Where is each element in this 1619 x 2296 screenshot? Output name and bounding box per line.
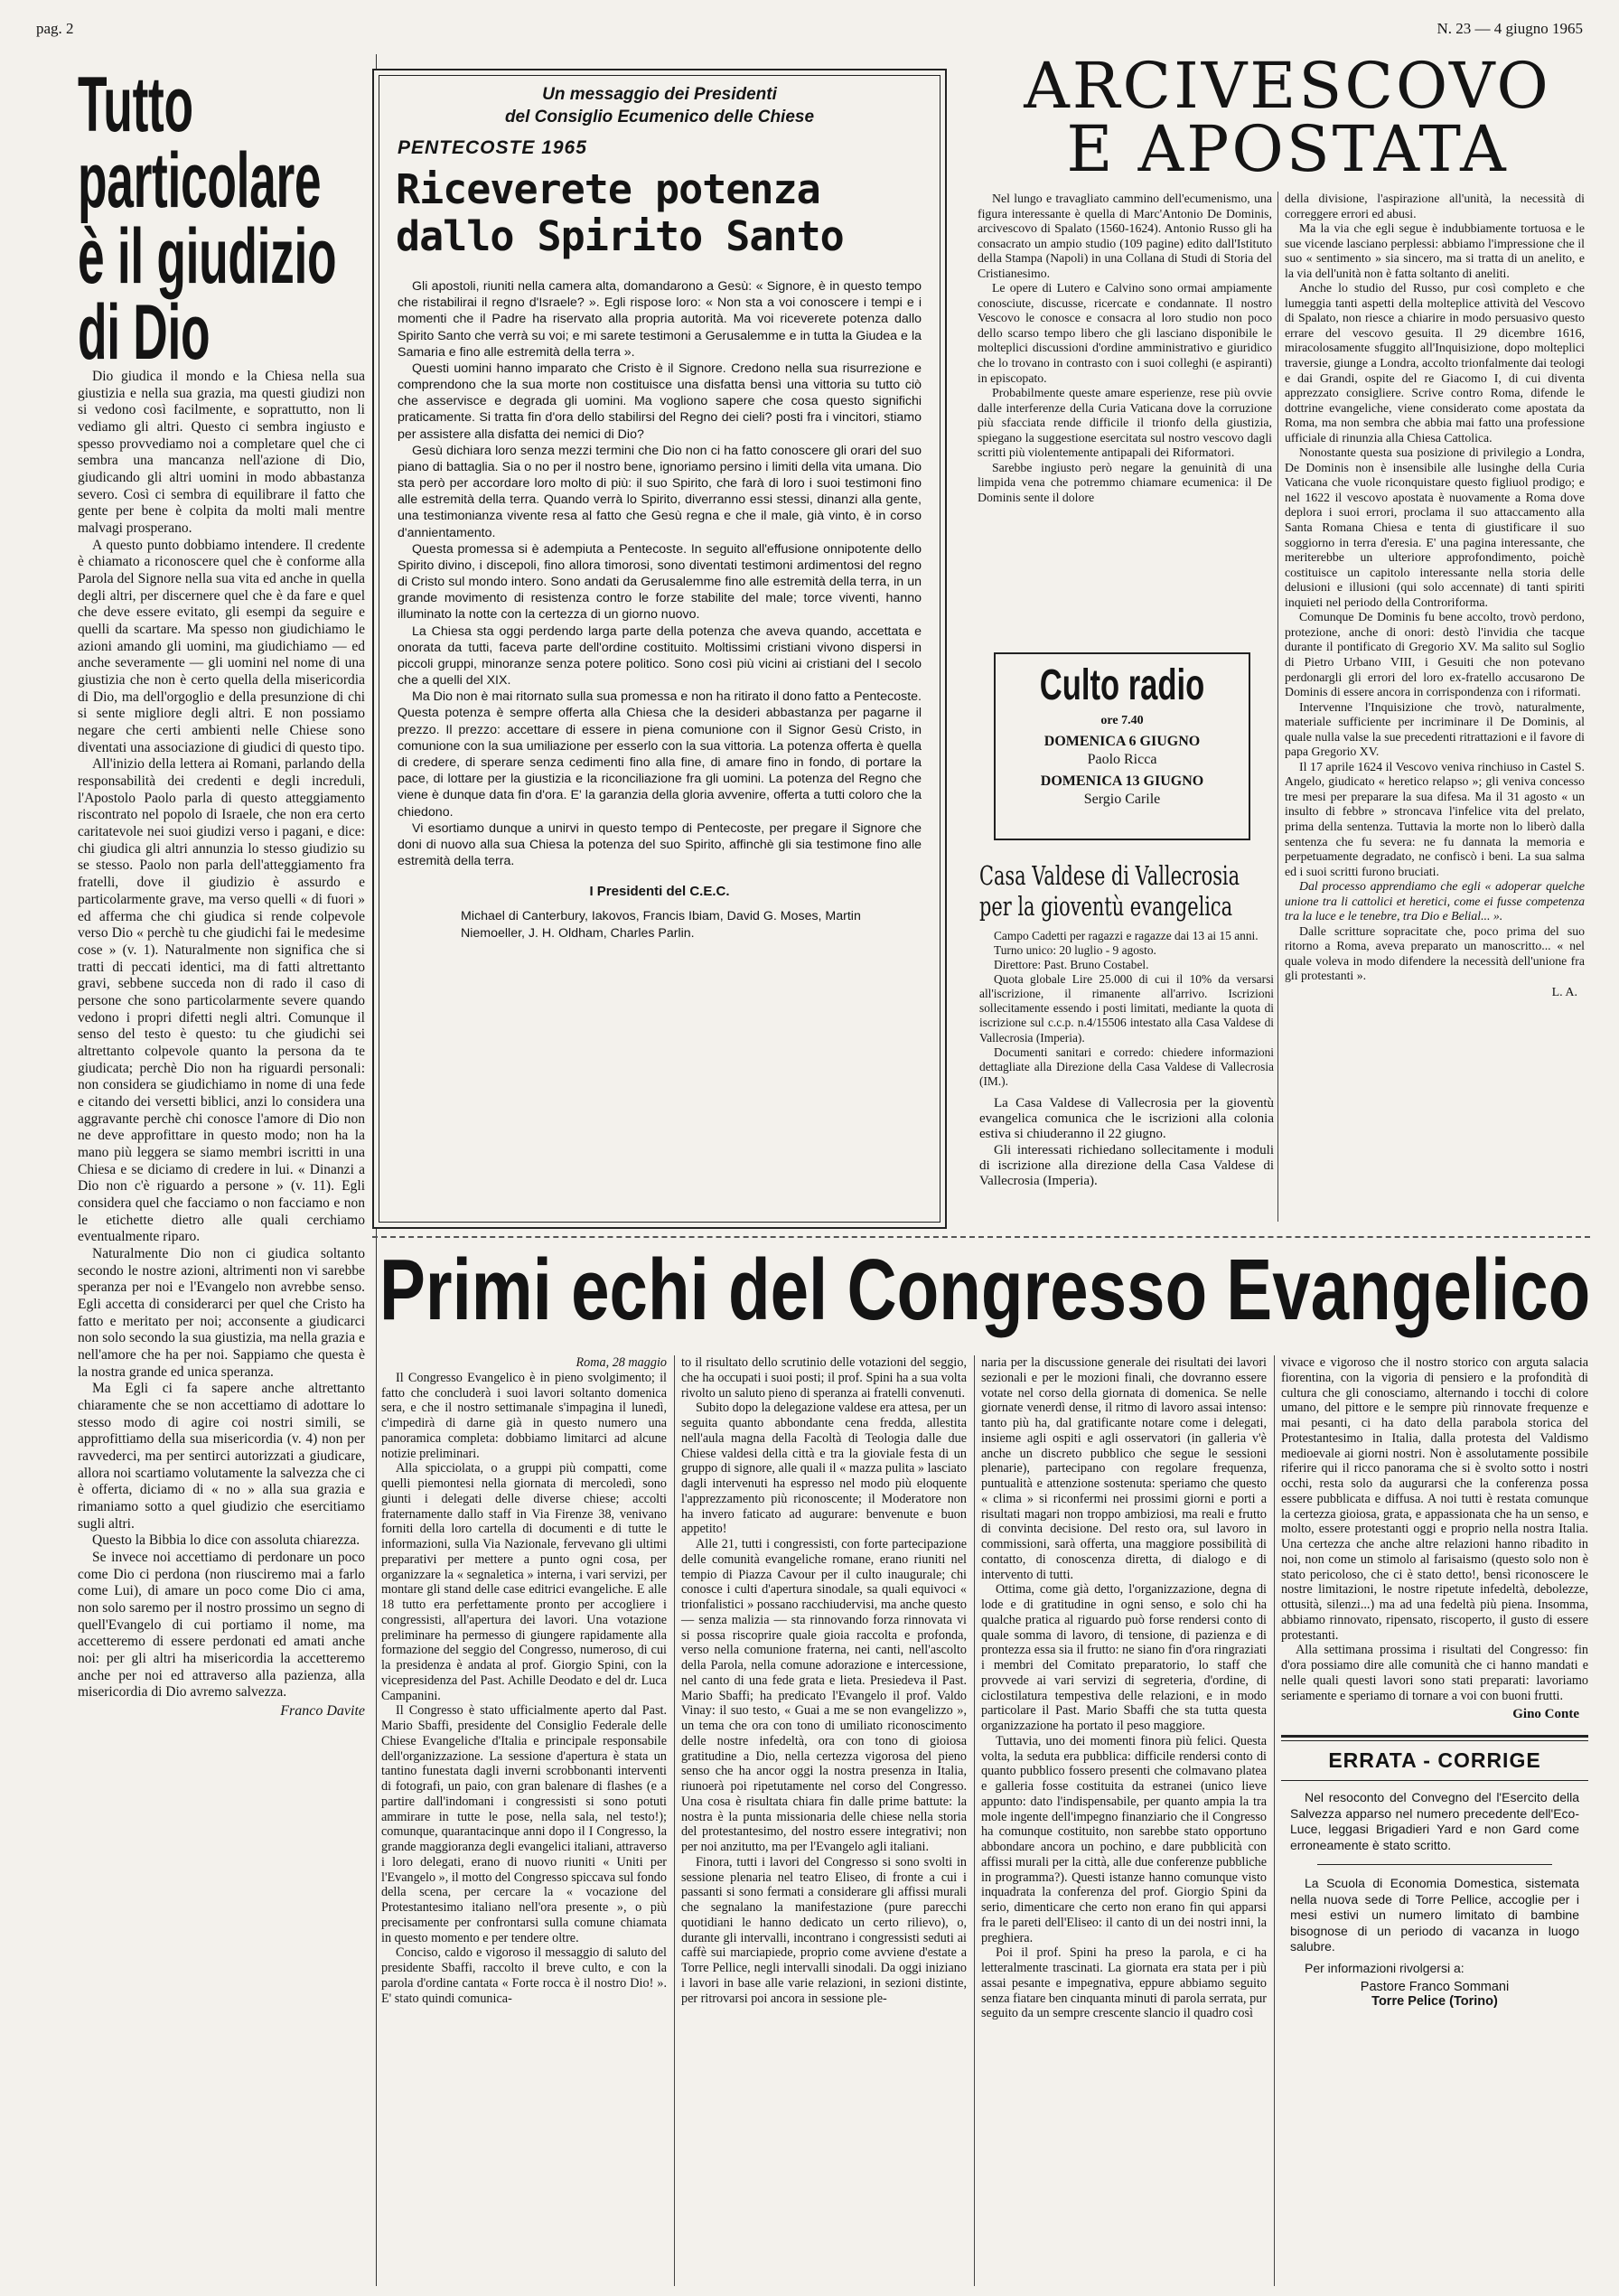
congress-paragraph: Finora, tutti i lavori del Congresso si sono svolti in sessione plenaria nel teatro Eliseo, di fronte a cui i passanti si sono fermati a considerare gli affissi murali che segnalano la manifestazione (pure parecchi quotidiani le hanno dedicato un certo rilievo), o, durante gli intervalli, incontrano i congressisti seduti ai caffè sui marciapiede, proprio come avviene d'estate a Torre Pellice, negli intervalli sinodali. Da oggi iniziano i lavori in base alle varie relazioni, in sezioni distinte, per ritrovarsi poi ancora in sessione ple- — [681, 1854, 967, 2006]
vallecrosia-paragraph: Campo Cadetti per ragazzi e ragazze dai 13 ai 15 anni. — [994, 929, 1259, 942]
congress-paragraph: Subito dopo la delegazione valdese era attesa, per un seguita quanto abbondante cena fredda, allestita nell'aula magna della Facoltà di Teologia dalle due Chiese valdesi della città e tra la gioviale festa di un gruppo di signore, alle quali il « mazza pulita » lasciato dagli intervenuti ha espresso nel modo più eloquente l'apprezzamento più riconoscente; il Moderatore non ha invero faticato ad augurare: benvenute e buon appetito! — [681, 1401, 967, 1537]
pentecost-kicker: PENTECOSTE 1965 — [398, 137, 587, 158]
left-title-line: particolare — [78, 137, 322, 224]
pentecost-title: Riceverete potenza — [396, 165, 820, 213]
scuola-contact-name: Pastore Franco Sommani — [1360, 1980, 1510, 1995]
left-signature: Franco Davite — [280, 1703, 365, 1720]
pentecost-paragraph: Ma Dio non è mai ritornato sulla sua promessa e non ha ritirato il dono fatto a Pentecoste. Questa potenza è sempre offerta alla Chiesa che la desideri abbastanza per pagarne il prezzo. Il prezzo: accettare di essere in piena comunione con il Signor Gesù Cristo, in comunione con la sua umiliazione per esserlo con la sua vittoria. La potenza offerta è quella di credere, di sperare senza cedimenti fino alla fine, di amare fino in fondo, di portare la pace, di lottare per la giustizia e la riconciliazione fra gli uomini. La potenza del Regno che viene è dunque data fin d'ora. E' la garanzia della gloria avvenire, offerta a tutti coloro che la chiedono. — [398, 689, 922, 820]
vallecrosia-paragraph: La Casa Valdese di Vallecrosia per la gioventù evangelica comunica che le iscrizioni alla colonia estiva si chiuderanno il 22 giugno. — [979, 1095, 1274, 1142]
column-divider — [974, 1355, 975, 2286]
left-article-title — [78, 61, 367, 376]
radio-speaker: Sergio Carile — [1083, 792, 1161, 807]
congress-paragraph: Alla spicciolata, o a gruppi più compatti, come quelli piemontesi nella giornata di mercoledì, sono giunti i delegati delle diverse chiese; accolti fraternamente dallo staff in Via Firenze 38, venivano forniti della loro cartella di documenti e di tutte le informazioni, sulla Via Nazionale, fervevano gli ultimi preparativi per mettere a punto ogni cosa, per organizzare la « segnaletica » interna, i vari servizi, per montare gli stand delle case editrici evangeliche. E alle 18 tutto era perfettamente pronto per accogliere i congressisti, all'apertura dei lavori. Una votazione preliminare ha permesso di giungere rapidamente alla formazione del seggio del Congresso, numeroso, di cui la presidenza è andata al prof. Giorgio Spini, con la vicepresidenza del Past. Achille Deodato e del dr. Luca Campanini. — [381, 1461, 667, 1703]
congress-paragraph: vivace e vigoroso che il nostro storico con arguta salacia fiorentina, con la vigoria di pensiero e la profondità di cultura che gli conosciamo, alternando i tocchi di colore umano, del pittore e le sempre più rinnovate frequenze e mai pesanti, ci ha dato della parabola storica del Protestantesimo in Italia, dalla protesta del Valdismo medioevale ai giorni nostri. Non è assolutamente possibile riferire qui il ricco panorama che si è svolto sotto i nostri occhi, resta solo da augurarsi che la conferenza possa essere pubblicata e diffusa. A noi tutti è restata comunque la certezza gioiosa, grata, e appassionata che ha un senso, e molto, essere protestanti oggi e proprio nella nostra Italia. Una certezza che anche altre relazioni hanno ribadito in noi, non come un stimolo al farisaismo (questo solo non è stato pericoloso, che ci è stato detto!, bensì riconoscere le nostre limitazioni, le nostre ripetute infedeltà, debolezze, ottusità, silenzi...) ma ad una fedeltà più piena. Insomma, abbiamo rinnovato, ripensato, riscoperto, il gusto di essere protestanti. — [1281, 1355, 1588, 1643]
right-title-line: E APOSTATA — [1066, 112, 1509, 186]
right-paragraph: Ma la via che egli segue è indubbiamente tortuosa e le sue vicende lasciano perplessi: abbiamo l'impressione che il suo « sentimento » sia sincero, ma si tratta di un anelito, e la via dell'unità non è fatta soltanto di aneliti. — [1285, 221, 1585, 280]
right-paragraph: Probabilmente queste amare esperienze, rese più ovvie dalle interferenze della Curia Vaticana dove la corruzione più sfacciata rende difficile il trionfo della giustizia, spiegano la suggestione esercitata sul nostro vescovo dagli scritti più violentemente antipapali dei Riformatori. — [978, 386, 1272, 460]
scuola-paragraph: La Scuola di Economia Domestica, sistemata nella nuova sede di Torre Pellice, accoglie per i mesi estivi un numero limitato di bambine bisognose di un periodo di vacanza in luogo salubre. — [1290, 1876, 1579, 1954]
left-paragraph: Ma Egli ci fa sapere anche altrettanto chiaramente che se non accettiamo di adottare lo stesso modo di agire coi nostri simili, se approfittiamo della sua misericordia (v. 4) non per ravvederci, ma per sentirci autorizzati a giudicare, allora noi scartiamo volutamente la salvezza che ci è offerta, diciamo di « no » alla sua grazia e rimaniamo sotto a quel giudizio che esercitiamo sugli altri. — [78, 1381, 365, 1532]
left-paragraph: All'inizio della lettera ai Romani, parlando della responsabilità dei credenti e degli increduli, l'Apostolo Paolo parla di questo atteggiamento riscontrato nel popolo di Israele, che non era certo caritatevole nei suoi giudizi verso i pagani, e dice: chi giudica gli altri annunzia lo stesso giudizio su se stesso. Paolo non parla dell'atteggiamento fra fratelli, dove il giudizio è assurdo e particolarmente grave, ma verso quelli « di fuori » ed afferma che chi giudica si rende colpevole verso Dio « perchè tu che giudichi fai le medesime cose » (v. 1). Naturalmente non significa che si tratti di peccati identici, ma di fatti altrettanto gravi, sebbene succeda non di rado il caso di persone che sono particolarmente severe quando vedono i propri difetti negli altri. Comunque il senso del testo è questo: tu che giudichi sei altrettanto colpevole quanto la persona da te giudicata; perchè Dio non ha riguardi personali: non considera se giudichiamo in nome di una fede e citando dei versetti biblici, anzi lo considera una aggravante perchè chi conosce l'amore di Dio non ne deve approfittare in questo modo; non ha la mano più leggera se siamo membri iscritti in una Chiesa e se diciamo di credere in lui. « Dinanzi a Dio non c'è riguardo a persone » (v. 11). Egli considera quel che facciamo o non facciamo e non le etichette dietro alle quali cerchiamo eventualmente riparo. — [78, 756, 365, 1245]
right-article-col1 — [978, 192, 1272, 505]
left-paragraph: Naturalmente Dio non ci giudica soltanto secondo le nostre azioni, altrimenti non vi sarebbe speranza per noi e l'Evangelo non avrebbe senso. Egli accetta di considerarci per quel che Cristo ha fatto e meritato per noi; acconsente a giudicarci non solo secondo la sua giustizia, ma nella grazia e nell'amore che ha per noi. Sappiamo che questa è la nostra grande ed unica speranza. — [78, 1245, 365, 1380]
right-paragraph: Comunque De Dominis fu bene accolto, trovò perdono, protezione, anche di onori: destò l'invidia che tacque durante il pontificato di Gregorio XV. Ma salito sul Soglio di Pietro Urbano VIII, i Gesuiti che non potevano perdonargli gli errori del loro ex-fratello accusarono De Dominis di essere ancora in corrispondenza con i riformati. — [1285, 610, 1585, 699]
congress-col2 — [681, 1355, 967, 2006]
section-divider — [372, 1236, 1590, 1238]
right-paragraph: Il 17 aprile 1624 il Vescovo veniva rinchiuso in Castel S. Angelo, giudicato « heretico relapso »; gli veniva concesso tre mesi per preparare la sua difesa. Ma il 31 agosto « un insulto di febbre » stroncava l'infelice vita del prelato, prima della sentenza. Tuttavia la morte non lo liberò dalla sentenza che fu severa: ne fu dannata la memoria e perpetuamente degradato, ne confiscò i beni. La sua salma ed i suoi scritti furono bruciati. — [1285, 759, 1585, 878]
left-paragraph: Se invece noi accettiamo di perdonare un poco come Dio ci perdona (non riusciremo mai a farlo come Lui), di amare un poco come Dio ci ama, non solo saremo per il nostro prossimo un segno di quell'Evangelo di cui portiamo il nome, ma accetteremo di essere perdonati ed amati anche noi: per gli altri ha misericordia la accetteremo anche per noi ed attraverso alla pazienza, alla misericordia di Dio avremo salvezza. — [78, 1550, 365, 1701]
right-paragraph: Nonostante questa sua posizione di privilegio a Londra, De Dominis non è insensibile alle lusinghe della Curia Vaticana che vuole riconquistare questo figliuol prodigo; e nel 1622 il vescovo apostata è nuovamente a Roma dove deplora i suoi errori, proclama il suo attaccamento alla Santa Romana Chiesa e tenta di giustificare il suo soggiorno in terra d'eresia. E' una pagina interessante, che meriterebbe un ulteriore approfondimento, poichè costituisce un capitolo interessante nella storia delle delusioni e illusioni (qui solo accennate) di tanti spiriti inquieti nel periodo della Controriforma. — [1285, 445, 1585, 609]
congress-signature: Gino Conte — [1512, 1707, 1579, 1722]
right-title-line: ARCIVESCOVO — [1024, 49, 1551, 123]
pentecost-subhead: Un messaggio dei Presidenti — [542, 85, 777, 104]
column-divider — [674, 1355, 675, 2286]
right-paragraph: Nel lungo e travagliato cammino dell'ecumenismo, una figura interessante è quella di Marc'Antonio De Dominis, arcivescovo di Spalato (1560-1624). Antonio Russo gli ha consacrato un ampio studio (109 pagine) edito dall'Istituto della Stampa (Napoli) in una Collana di Studi di Storia del Cristianesimo. — [978, 192, 1272, 280]
errata-title: ERRATA - CORRIGE — [1328, 1748, 1541, 1773]
congress-paragraph: Il Congresso Evangelico è in pieno svolgimento; il fatto che concluderà i suoi lavori soltanto domenica sera, e che il nostro settimanale s'impagina il lunedì, c'impedirà di darne già in questo numero una panoramica completa: dobbiamo limitarci ad alcune notizie preliminari. — [381, 1370, 667, 1461]
congress-paragraph: Ottima, come già detto, l'organizzazione, degna di lode e di gratitudine in ogni senso, e solo chi ha qualche pratica al riguardo può forse rendersi conto di quale somma di lavoro, di tensione, di pazienza e di prontezza essa sia il frutto: ne siano fin d'ora ringraziati i membri del Comitato preparatorio, lo staff che provvede ai vari servizi di segreteria, d'ordine, di ciclostilatura tempestiva delle relazioni, e in modo particolare il Past. Mario Sbaffi che sta tutta questa organizzazione ha portato il peso maggiore. — [981, 1582, 1267, 1733]
right-paragraph: Dalle scritture sopracitate che, poco prima del suo ritorno a Roma, aveva preparato un manoscritto... « nel quale voleva in modo difendere la necessità dell'unione fra gli protestanti ». — [1285, 923, 1585, 983]
left-article-body — [78, 369, 365, 1720]
pentecost-paragraph: Questi uomini hanno imparato che Cristo è il Signore. Credono nella sua risurrezione e comprendono che la sua morte non costituisce una disfatta bensì una vittoria su tutto ciò che asservisce e degrada gli uomini. Ma vogliono sapere che cosa questo significhi praticamente. Si tratta fin d'ora dello stabilirsi del Regno dei cieli? posti fra i vincitori, stiamo per assistere alla disfatta dei nemici di Dio? — [398, 361, 922, 442]
column-divider — [1277, 192, 1278, 1222]
radio-time: ore 7.40 — [1100, 714, 1144, 727]
right-article-col2 — [1285, 192, 1585, 1000]
page-number: pag. 2 — [36, 20, 74, 37]
pentecost-box — [372, 69, 947, 1229]
issue-label: N. 23 — 4 giugno 1965 — [1437, 20, 1583, 37]
congress-paragraph: Il Congresso è stato ufficialmente aperto dal Past. Mario Sbaffi, presidente del Consiglio Federale delle Chiese Evangeliche d'Italia e principale responsabile dell'organizzazione. La sessione d'apertura è stata un tantino funestata dagli inverni scrobbonanti interventi di fotografi, un paio, con gran balenare di flashes (e a partire dall'indomani i congressisti si sono potuti ammirare in tutte le pose, nella sala, nel testo!); comunque, quarantacinque anni dopo il I Congresso, la grande maggioranza degli evangelici italiani, attraverso i loro delegati, erano di nuovo riuniti « Uniti per l'Evangelo », il motto del Congresso spiccava sul fondo della scena, per cercare la « vocazione del Protestantesimo italiano nell'ora presente », o più precisamente per confrontarsi sulla comune chiamata in questo momento e per tendere oltre. — [381, 1703, 667, 1945]
column-divider — [1274, 1355, 1275, 2286]
congress-col3 — [981, 1355, 1267, 2021]
pentecost-paragraph: Gli apostoli, riuniti nella camera alta, domandarono a Gesù: « Signore, è in questo tempo che ristabilirai il regno d'Israele? ». Egli rispose loro: « Non sta a voi conoscere i tempi e i momenti che il Padre ha riservato alla propria autorità. Ma voi riceverete potenza dallo Spirito Santo che verrà su voi; e mi sarete testimoni a Gerusalemme e in tutta la Giudea e la Samaria e fino alle estremità della terra ». — [398, 279, 922, 360]
congress-paragraph: to il risultato dello scrutinio delle votazioni del seggio, che ha occupati i suoi posti; il prof. Spini ha a sua volta rivolto un saluto pieno di speranza ai fratelli convenuti. — [681, 1355, 967, 1401]
pentecost-paragraph: La Chiesa sta oggi perdendo larga parte della potenza che aveva quando, accettata e onorata da tutti, faceva parte dell'ordine costituito. Moltissimi cristiani vivono dispersi in piccoli gruppi, minoranze senza potere politico. Sono così più vicini ai cristiani del I secolo che a quelli del XIX. — [398, 623, 922, 689]
vallecrosia-paragraph: Direttore: Past. Bruno Costabel. — [994, 958, 1149, 972]
errata-paragraph: Nel resoconto del Convegno del l'Esercito della Salvezza apparso nel numero precedente dell'Eco-Luce, leggasi Brigadieri Yard e non Gard come erroneamente è stato scritto. — [1290, 1790, 1579, 1852]
pentecost-signed-by: I Presidenti del C.E.C. — [589, 884, 730, 900]
congress-paragraph: naria per la discussione generale dei risultati dei lavori sezionali e per le mozioni finali, che dovranno essere votate nel corso della giornata di domenica. Se nelle giornate venerdì dense, il ritmo di lavoro assai intenso: tanto più ha, dal gratificante notare come i delegati, insieme agli ospiti e agli osservatori (in galleria v'è anche un discreto pubblico che segue le sessioni plenarie), partecipano con regolare frequenza, puntualità e attenzione sostenuta: speriamo che questo « clima » si riconfermi nei prossimi giorni e porti a risultati magari non troppo ambiziosi, ma reali e frutto di convinta decisione. Del resto ora, sul lavoro in commissioni, sarà offerta, una maggiore possibilità di contatto, di conoscenza diretta, di dialogo e di intervento di tutti. — [981, 1355, 1267, 1582]
right-paragraph: Sarebbe ingiusto però negare la genuinità di una limpida vena che potremmo chiamare ecumenica: il De Dominis sente il dolore — [978, 460, 1272, 504]
vallecrosia-paragraph: Turno unico: 20 luglio - 9 agosto. — [994, 943, 1156, 958]
pentecost-title: dallo Spirito Santo — [396, 212, 844, 260]
left-title-line: è il giudizio — [78, 213, 337, 300]
vallecrosia-notice — [979, 860, 1274, 1189]
vallecrosia-title: per la gioventù evangelica — [979, 891, 1233, 922]
pentecost-paragraph: Gesù dichiara loro senza mezzi termini che Dio non ci ha fatto conoscere gli orari del suo piano di battaglia. Sia o no per il nostro bene, ignoriamo persino i limiti della vita umana. Dio sta però per accordare loro molto di più: il suo Spirito, che farà di loro i suoi testimoni fino alle estremità della terra. Quando verrà lo Spirito, diverranno essi stessi, dinanzi alla gente, una testimonianza vivente resa al fatto che Gesù regna e che il male, già vinto, è in corso d'annientamento. — [398, 443, 922, 540]
left-title-line: Tutto — [78, 61, 193, 148]
right-paragraph: Intervenne l'Inquisizione che trovò, naturalmente, materiale sufficiente per incriminare il De Dominis, al quale nulla valse la sue precedenti ritrattazioni e il favore di papa Gregorio XV. — [1285, 699, 1585, 759]
right-paragraph: Anche lo studio del Russo, pur così completo e che lumeggia tanti aspetti della molteplice attività del Vescovo di Spalato, non riesce a chiarire in modo persuasivo questo errare del vescovo gesuita. Il 29 dicembre 1616, miracolosamente sfuggito all'Inquisizione, dopo molteplici traversie, giunge a Londra, accolto trionfalmente dai teologi e dai Grandi, ospite del re Giacomo I, di cui diventa apprezzato consigliere. Scrive contro Roma, difende le dottrine evangeliche, viene considerato come apostata da Roma, ma non sembra che abbia mai fatto una professione ufficiale di rinunzia alla Chiesa Cattolica. — [1285, 281, 1585, 445]
vallecrosia-paragraph: Quota globale Lire 25.000 di cui il 10% da versarsi all'iscrizione, il rimanente all'arrivo. Iscrizioni sollecitamente essendo i posti limitati, mediante la quota di iscrizione sul c.c.p. n.4/15506 intestato alla Casa Valdese di Vallecrosia (Imperia). — [979, 972, 1274, 1045]
pentecost-paragraph: Vi esortiamo dunque a unirvi in questo tempo di Pentecoste, per pregare il Signore che doni di nuovo alla sua Chiesa la potenza del suo Spirito, affinchè gli sia testimone fino alle estremità della terra. — [398, 820, 922, 869]
congress-col1 — [381, 1355, 667, 2006]
congress-dateline: Roma, 28 maggio — [576, 1355, 667, 1370]
left-paragraph: Dio giudica il mondo e la Chiesa nella sua giustizia e nella sua grazia, ma questi giudizi non si vedono così facilmente, e soprattutto, non li vediamo gli altri. Questo ci sembra ingiusto e spesso provvediamo noi a completare quel che ci sembra una mancanza nell'azione di Dio, giudicando gli altri uomini in modo abbastanza severo. Così ci sembra di equilibrare il fatto che gente per bene è colpita da molti mali mentre malvagi prosperano. — [78, 369, 365, 537]
congress-paragraph: Poi il prof. Spini ha preso la parola, e ci ha letteralmente trascinati. La giornata era stata per i più assai pesante e impegnativa, eppure abbiamo seguito senza fiatare ben cinquanta minuti di parola serrata, pur seguito da un sempre crescente slancio il quadro così — [981, 1945, 1267, 2021]
vallecrosia-title: Casa Valdese di Vallecrosia — [979, 860, 1240, 891]
pentecost-subhead: del Consiglio Ecumenico delle Chiese — [504, 108, 815, 127]
congress-col4 — [1281, 1355, 1588, 2009]
radio-box — [994, 652, 1250, 840]
congress-paragraph: Alle 21, tutti i congressisti, con forte partecipazione delle comunità evangeliche romane, erano riuniti nel tempio di Piazza Cavour per il culto inaugurale; chi conosce i culti d'apertura sinodale, sa quali equivoci « trionfalistici » possano racchiudervisi, ma anche questo — senza malizia — sta rinnovando forza rinnovata vi si possa riscoprire quale gioia raccolta e profonda, verso nella comunione fraterna, nei canti, nell'ascolto della Parola, nella comune adorazione e intercessione, nel canto di una fede grata e lieta. Presiedeva il Past. Mario Sbaffi; ha predicato l'Evangelo il prof. Valdo Vinay: il suo testo, « Guai a me se non evangelizzo », un tema che ora con tono di umiliato riconoscimento delle nostre infedeltà, ora con tono di gioiosa gratitudine a Dio, nella certezza vigorosa del pieno senso che ha ancor oggi la nostra presenza in Italia, riunoerà poi ripetutamente nel corso del Congresso. Una cosa è risultata chiara fin dalle prime battute: la nostra è la punta missionaria delle chiese nella storia del protestantesimo, del nostro essere integrativi; non per noi anzitutto, ma per l'Evangelo agli italiani. — [681, 1537, 967, 1854]
radio-date: DOMENICA 13 GIUGNO — [1040, 773, 1204, 789]
right-paragraph: della divisione, l'aspirazione all'unità, la necessità di correggere errori ed abusi. — [1285, 192, 1585, 220]
pentecost-paragraph: Questa promessa si è adempiuta a Pentecoste. In seguito all'effusione onnipotente dello Spirito divino, i discepoli, fino allora timorosi, sono diventati testimoni ardimentosi del regno di Cristo sul mondo intero. Sono andati da Gerusalemme fino alle estremità della terra, in un grande movimento di resistenza contro le forze stabilite del male; torce viventi, hanno illuminato la notte con la certezza di un giorno nuovo. — [398, 541, 922, 623]
scuola-contact-place: Torre Pelice (Torino) — [1371, 1994, 1498, 2010]
right-article-title — [985, 49, 1590, 186]
radio-title: Culto radio — [1039, 661, 1205, 709]
radio-speaker: Paolo Ricca — [1087, 752, 1157, 767]
left-title-line: di Dio — [78, 289, 211, 376]
pentecost-signatories: Michael di Canterbury, Iakovos, Francis Ibiam, David G. Moses, Martin Niemoeller, J. H. Oldham, Charles Parlin. — [461, 909, 861, 941]
left-paragraph: Questo la Bibbia lo dice con assoluta chiarezza. — [92, 1532, 360, 1549]
congress-paragraph: Alla settimana prossima i risultati del Congresso: fin d'ora possiamo dire alle comunità che ci hanno mandati e nelle quali questi lavori sono stati preparati: lavoriamo seriamente e speriamo di tornare a voi con buoni frutti. — [1281, 1643, 1588, 1703]
right-paragraph: Le opere di Lutero e Calvino sono ormai ampiamente conosciute, discusse, ricercate e condannate. Il nostro Vescovo le conosce e consacra al loro studio non poco dello scarso tempo libero che gli lasciano disponibile le molteplici discussioni d'ordine amministrativo e giuridico che lo trovano in contrasto con i suoi colleghi (e aspiranti) in episcopato. — [978, 281, 1272, 385]
congress-headline: Primi echi del Congresso Evangelico — [379, 1242, 1591, 1338]
right-initials: L. A. — [1551, 985, 1577, 999]
vallecrosia-paragraph: Gli interessati richiedano sollecitamente i moduli di iscrizione alla direzione della Casa Valdese di Vallecrosia (Imperia). — [979, 1142, 1274, 1189]
left-paragraph: A questo punto dobbiamo intendere. Il credente è chiamato a riconoscere quel che è conforme alla Parola del Signore nella sua vita ed anche in quella degli altri, per discernere quel che è da fare e quel che deve essere evitato, gli esempi da seguire e quelli da scartare. Ma spesso non giudichiamo le azioni amando gli uomini, ma giudichiamo — ed anche severamente — gli uomini nel nome di una giustizia che non è certo quella della misericordia di Dio, ma dell'orgoglio e della presunzione di chi si sente migliore degli altri. E non possiamo negare che certi ambienti nelle Chiese sono diventati una associazione di giudici di questo tipo. — [78, 537, 365, 755]
right-paragraph: Dal processo apprendiamo che egli « adoperar quelche unione tra li cattolici et heretici, come ei fusse competenza tra la luce e le tenebre, tra Dio e Belial... ». — [1285, 879, 1585, 923]
congress-paragraph: Tuttavia, uno dei momenti finora più felici. Questa volta, la seduta era pubblica: difficile rendersi conto di quanto pubblico fossero presenti che colmavano platea e galleria fosse costituita da estranei (unico lieve appunto: dato l'indispensabile, per quanto ampia la tra mole ingente dell'impegno finanziario che il Congresso ha comunque costituito, non sarebbe stato opportuno abbondare ancora un pochino, e dare pubblicità con affissi murali per la città, alle due conferenze pubbliche in programma?). Questi istanze hanno comunque visto inquadrata la conferenza del prof. Giorgio Spini da serio, dimenticare che certo non erano fin qui apparsi fra le pareti dell'Eliseo: il canto di un dei nostri inni, la preghiera. — [981, 1733, 1267, 1945]
congress-paragraph: Conciso, caldo e vigoroso il messaggio di saluto del presidente Sbaffi, raccolto il breve culto, e con la parola d'ordine cantata « Forte rocca è il nostro Dio! ». E' stato quindi comunica- — [381, 1945, 667, 2006]
radio-date: DOMENICA 6 GIUGNO — [1043, 734, 1201, 749]
scuola-paragraph: Per informazioni rivolgersi a: — [1305, 1960, 1465, 1975]
vallecrosia-paragraph: Documenti sanitari e corredo: chiedere informazioni dettagliate alla Direzione della Casa Valdese di Vallecrosia (IM.). — [979, 1045, 1274, 1088]
